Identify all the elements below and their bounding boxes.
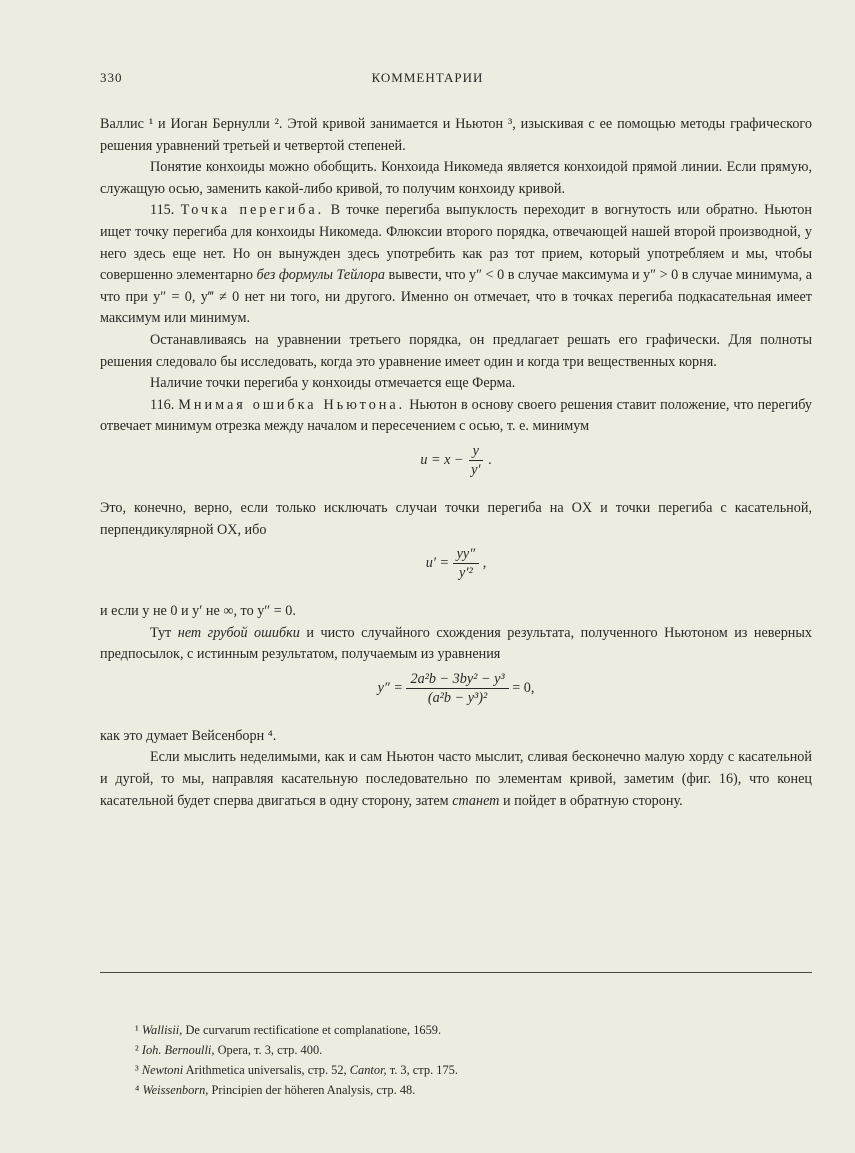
- paragraph-conchoid-generalization: Понятие конхоиды можно обобщить. Конхоида Никомеда является конхоидой прямой линии. Если прямую, служащую осью, заменить какой-либо кривой, то получим конхоиду кривой.: [100, 159, 812, 197]
- paragraph-fermat: Наличие точки перегиба у конхоиды отмечается еще Ферма.: [150, 375, 516, 392]
- footnote-divider: [100, 972, 812, 973]
- footnote-author: Wallisii,: [141, 1023, 183, 1037]
- paragraph-text: Тут: [150, 624, 172, 641]
- fraction-denominator: y′²: [459, 565, 473, 582]
- footnote-text: Opera, т. 3, стр. 400.: [217, 1043, 323, 1057]
- section-number: 116.: [150, 396, 175, 413]
- fraction-denominator: (a²b − y³)²: [427, 689, 488, 706]
- running-header: [0, 70, 855, 90]
- formula-tail: = 0,: [512, 679, 535, 696]
- fraction: [453, 545, 480, 582]
- footnote-author: Newtoni: [141, 1063, 184, 1077]
- footnote-mark: ⁴: [135, 1083, 140, 1097]
- footnote-text: De curvarum rectificatione et complanatione, 1659.: [185, 1023, 442, 1037]
- main-text: [100, 114, 812, 812]
- fraction: [406, 670, 508, 707]
- formula-tail: .: [488, 451, 492, 468]
- footnote-text: Principien der höheren Analysis, стр. 48.: [211, 1083, 416, 1097]
- footnotes: [135, 1020, 458, 1100]
- paragraph-indivisibles: [100, 747, 812, 812]
- paragraph-continuation: Валлис ¹ и Иоган Бернулли ². Этой кривой занимается и Ньютон ³, изыскивая с ее помощью методы графического решения уравнений третьей и четвертой степеней.: [100, 116, 812, 154]
- fraction-denominator: y′: [471, 461, 481, 478]
- footnote-author: Cantor,: [349, 1063, 387, 1077]
- formula-lhs: u′ =: [425, 554, 450, 571]
- footnote-author: Weissenborn,: [142, 1083, 209, 1097]
- paragraph-condition: и если y не 0 и y′ не ∞, то y″ = 0.: [100, 603, 296, 620]
- footnote-mark: ³: [135, 1063, 139, 1077]
- footnote-mark: ¹: [135, 1023, 139, 1037]
- paragraph-inflection-cases: Это, конечно, верно, если только исключать случаи точки перегиба на OX и точки перегиба с касательной, перпендикулярной OX, ибо: [100, 499, 812, 538]
- formula-u-prime: [100, 545, 812, 593]
- paragraph-third-order: Останавливаясь на уравнении третьего порядка, он предлагает решать его графически. Для полноты решения следовало бы исследовать, когда это уравнение имеет один и когда три вещественных корня.: [100, 331, 812, 370]
- paragraph-no-error: [100, 623, 812, 666]
- paragraph-weissenborn: как это думает Вейсенборн ⁴.: [100, 727, 277, 744]
- formula-y-second: [100, 670, 812, 718]
- paragraph-115: [100, 200, 812, 330]
- section-heading: Точка перегиба.: [180, 202, 325, 219]
- fraction-numerator: yy″: [453, 545, 480, 564]
- paragraph-116: [100, 395, 812, 438]
- paragraph-text: и пойдет в обратную сторону.: [502, 792, 683, 809]
- footnote: [135, 1040, 458, 1060]
- formula-tail: ,: [482, 554, 487, 571]
- section-number: 115.: [150, 202, 175, 219]
- formula-u: [100, 442, 812, 490]
- page-number: 330: [100, 70, 123, 85]
- paragraph-text: Если мыслить неделимыми, как и сам Ньютон часто мыслит, сливая бесконечно малую хорду с касательной и дугой, то мы, направляя касательную последовательно по элементам кривой, заметим (фиг. 16), что конец касательной будет сперва двигаться в одну сторону, затем: [100, 749, 812, 809]
- footnote-author: Ioh. Bernoulli,: [141, 1043, 215, 1057]
- footnote: [135, 1060, 458, 1080]
- paragraph-text: и чисто случайного схождения результата, полученного Ньютоном из неверных предпосылок, с истинным результатом, получаемым из уравнения: [100, 624, 813, 663]
- fraction: [467, 442, 484, 479]
- emphasis-text: станет: [452, 792, 500, 809]
- section-heading: Мнимая ошибка Ньютона.: [178, 396, 406, 413]
- fraction-numerator: y: [469, 442, 483, 461]
- running-title: КОММЕНТАРИИ: [371, 70, 484, 85]
- paragraph-text: вывести, что y″ < 0 в случае максимума и y″ > 0 в случае минимума, а что при y″ = 0, y‴ ≠ 0 нет ни того, ни другого. Именно он отмечает, что в точках перегиба подкасательная имеет максимум или минимум.: [100, 267, 812, 327]
- emphasis-text: без формулы Тейлора: [256, 267, 385, 284]
- paragraph-text: Ньютон в основу своего решения ставит положение, что перегибу отвечает минимум отрезка между началом и пересечением с осью, т. е. минимум: [100, 396, 813, 435]
- emphasis-text: нет грубой ошибки: [177, 624, 300, 641]
- footnote-text: Arithmetica universalis, стр. 52,: [185, 1063, 347, 1077]
- footnote: [135, 1080, 458, 1100]
- fraction-numerator: 2a²b − 3by² − y³: [406, 670, 508, 689]
- formula-lhs: u = x −: [420, 451, 464, 468]
- footnote-mark: ²: [135, 1043, 139, 1057]
- formula-lhs: y″ =: [377, 679, 403, 696]
- footnote: [135, 1020, 458, 1040]
- paragraph-text: В точке перегиба выпуклость переходит в вогнутость или обратно. Ньютон ищет точку перегиба для конхоиды Никомеда. Флюксии второго порядка, отвечающей нашей второй производной, у него здесь еще нет. Но он вынужден здесь употребить как раз тот прием, который употребляем и мы, чтобы совершенно элементарно: [100, 202, 812, 284]
- footnote-text: т. 3, стр. 175.: [389, 1063, 458, 1077]
